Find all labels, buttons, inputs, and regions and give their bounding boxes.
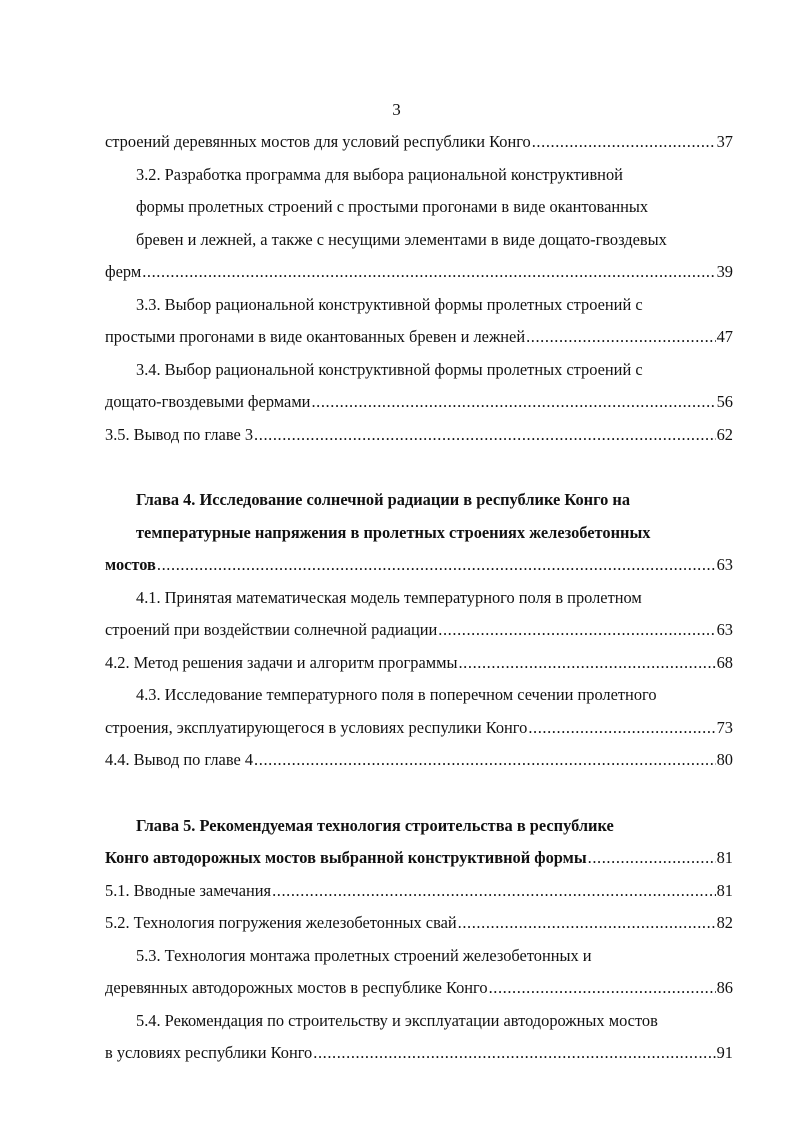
toc-entry-line: Глава 4. Исследование солнечной радиации в республике Конго на [136,490,631,509]
toc-entry-5-1 [105,875,733,908]
dot-leader [489,972,716,1005]
dot-leader [272,875,716,908]
toc-page-number: 63 [716,555,733,574]
toc-entry-5-3 [105,940,733,1005]
dot-leader [458,647,715,680]
toc-entry-text: 4.4. Вывод по главе 4 [105,750,254,769]
page-number: 3 [392,100,401,119]
toc-entry-text: 5.1. Вводные замечания [105,880,272,900]
toc-entry-line: 3.2. Разработка программа для выбора рациональной конструктивной [136,164,623,184]
toc-entry-4-2 [105,647,733,680]
toc-page-number: 91 [716,1043,733,1062]
toc-entry-line: 4.3. Исследование температурного поля в поперечном сечении пролетного [136,685,657,704]
toc-page-number: 68 [716,652,733,672]
dot-leader [588,842,716,875]
toc-entry-line: 5.3. Технология монтажа пролетных строений железобетонных и [136,945,592,965]
toc-entry-line: Глава 5. Рекомендуемая технология строительства в республике [136,815,614,835]
toc-entry-text: 3.5. Вывод по главе 3 [105,424,254,444]
toc-page-number: 82 [716,913,733,932]
toc-entry-text: строений деревянных мостов для условий республики Конго [105,132,531,151]
dot-leader [528,712,715,745]
toc-entry-3-4 [105,354,733,419]
toc-entry-line: формы пролетных строений с простыми прогонами в виде окантованных [136,197,649,216]
dot-leader [254,744,716,777]
toc-entry-line: бревен и лежней, а также с несущими элементами в виде дощато-гвоздевых [136,229,667,249]
dot-leader [458,907,716,940]
dot-leader [142,256,715,289]
dot-leader [532,126,716,159]
toc-entry-line: 3.3. Выбор рациональной конструктивной формы пролетных строений с [136,294,643,314]
toc-entry-line: температурные напряжения в пролетных строениях железобетонных [136,522,651,542]
toc-entry-text: простыми прогонами в виде окантованных бревен и лежней [105,327,526,346]
toc-entry-5-2 [105,907,733,940]
toc-entry-5-4 [105,1005,733,1070]
toc-entry-3-3 [105,289,733,354]
toc-page-number: 63 [716,620,733,639]
toc-chapter-4 [105,484,733,582]
toc-page-number: 37 [716,132,733,151]
toc-entry-text: в условиях республики Конго [105,1043,313,1062]
toc-page-number: 62 [716,424,733,444]
toc-entry-text: строений при воздействии солнечной радиации [105,620,438,639]
toc-entry-4-4 [105,744,733,777]
toc-entry-text: 4.2. Метод решения задачи и алгоритм программы [105,652,458,672]
dot-leader [254,419,716,452]
dot-leader [311,386,715,419]
toc-entry-text: мостов [105,555,156,574]
toc-entry-text: строения, эксплуатирующегося в условиях респулики Конго [105,717,528,737]
dot-leader [438,614,715,647]
toc-page-number: 39 [716,262,733,281]
toc-page-number: 73 [716,717,733,737]
toc-entry-line: 5.4. Рекомендация по строительству и эксплуатации автодорожных мостов [136,1010,658,1030]
toc-page-number: 47 [716,327,733,346]
toc-page-number: 81 [716,880,733,900]
toc-page-number: 81 [716,848,733,867]
table-of-contents [105,126,733,1070]
toc-page-number: 56 [716,392,733,411]
toc-page-number: 80 [716,750,733,769]
toc-entry-text: 5.2. Технология погружения железобетонных свай [105,913,457,932]
toc-entry-text: Конго автодорожных мостов выбранной конструктивной формы [105,848,587,867]
toc-entry-line: 4.1. Принятая математическая модель температурного поля в пролетном [136,587,642,607]
dot-leader [157,549,716,582]
dot-leader [526,321,716,354]
toc-entry-text: деревянных автодорожных мостов в республике Конго [105,978,488,997]
toc-chapter-5 [105,810,733,875]
toc-entry-3-5 [105,419,733,452]
toc-entry-line: 3.4. Выбор рациональной конструктивной формы пролетных строений с [136,359,643,379]
toc-entry-text: ферм [105,262,142,281]
dot-leader [313,1037,715,1070]
toc-page-number: 86 [716,978,733,997]
toc-entry-4-1 [105,582,733,647]
toc-entry-3-2 [105,159,733,289]
toc-entry-text: дощато-гвоздевыми фермами [105,392,311,411]
toc-entry-3-1-continuation [105,126,733,159]
toc-entry-4-3 [105,679,733,744]
